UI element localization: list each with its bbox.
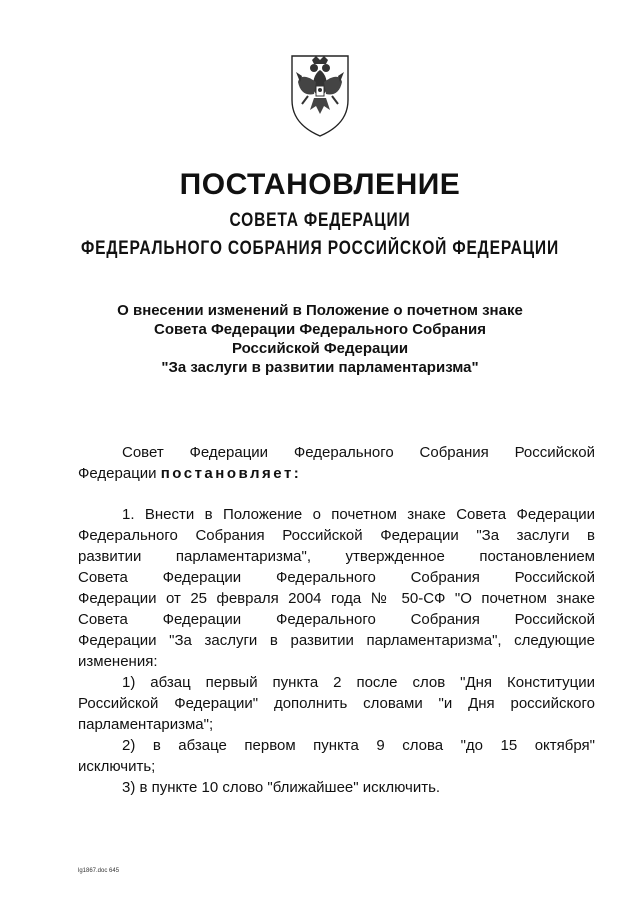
sub-item-1-line: парламентаризма"; xyxy=(78,716,214,733)
item-1-line: Федерального Собрания Российской Федерации "За заслуги в xyxy=(78,527,595,544)
sub-item-2 xyxy=(78,735,595,777)
preamble xyxy=(78,442,595,484)
issuing-body-line2: ФЕДЕРАЛЬНОГО СОБРАНИЯ РОССИЙСКОЙ ФЕДЕРАЦИИ xyxy=(81,238,559,259)
subject-line: "За заслуги в развитии парламентаризма" xyxy=(161,359,479,376)
sub-item-3-line: 3) в пункте 10 слово "ближайшее" исключить. xyxy=(122,779,441,796)
item-1-line: развитии парламентаризма", утвержденное постановлением xyxy=(78,548,595,565)
item-1-line: Федерации от 25 февраля 2004 года № 50-СФ "О почетном знаке xyxy=(78,590,595,607)
sub-item-1-line: Российской Федерации" дополнить словами "и Дня российского xyxy=(78,695,595,712)
document-subject xyxy=(0,301,640,377)
subject-line: Совета Федерации Федерального Собрания xyxy=(153,321,487,338)
sub-item-3 xyxy=(78,777,595,798)
item-1-line: Федерации "За заслуги в развитии парламентаризма", следующие xyxy=(78,632,595,649)
file-code-footer: lg1867.doc 645 xyxy=(78,868,120,874)
preamble-text: Федерации xyxy=(78,465,161,482)
sub-item-1-line: 1) абзац первый пункта 2 после слов "Дня Конституции xyxy=(122,674,595,691)
sub-item-2-line: 2) в абзаце первом пункта 9 слова "до 15 октября" xyxy=(122,737,595,754)
item-1-line: Совета Федерации Федерального Собрания Российской xyxy=(78,611,595,628)
subject-line: О внесении изменений в Положение о почетном знаке xyxy=(117,302,523,319)
decree-verb: постановляет: xyxy=(160,465,302,482)
item-1-line: Совета Федерации Федерального Собрания Российской xyxy=(78,569,595,586)
coat-of-arms-emblem-icon xyxy=(286,52,354,138)
item-1 xyxy=(78,504,595,672)
issuing-body-line1: СОВЕТА ФЕДЕРАЦИИ xyxy=(229,210,411,231)
item-1-line: 1. Внести в Положение о почетном знаке Совета Федерации xyxy=(122,506,595,523)
sub-item-2-line: исключить; xyxy=(78,758,156,775)
preamble-line xyxy=(78,463,595,484)
document-title: ПОСТАНОВЛЕНИЕ xyxy=(179,168,461,201)
preamble-line: Совет Федерации Федерального Собрания Российской xyxy=(122,444,595,461)
subject-line: Российской Федерации xyxy=(231,340,409,357)
sub-item-1 xyxy=(78,672,595,735)
item-1-line: изменения: xyxy=(78,653,158,670)
